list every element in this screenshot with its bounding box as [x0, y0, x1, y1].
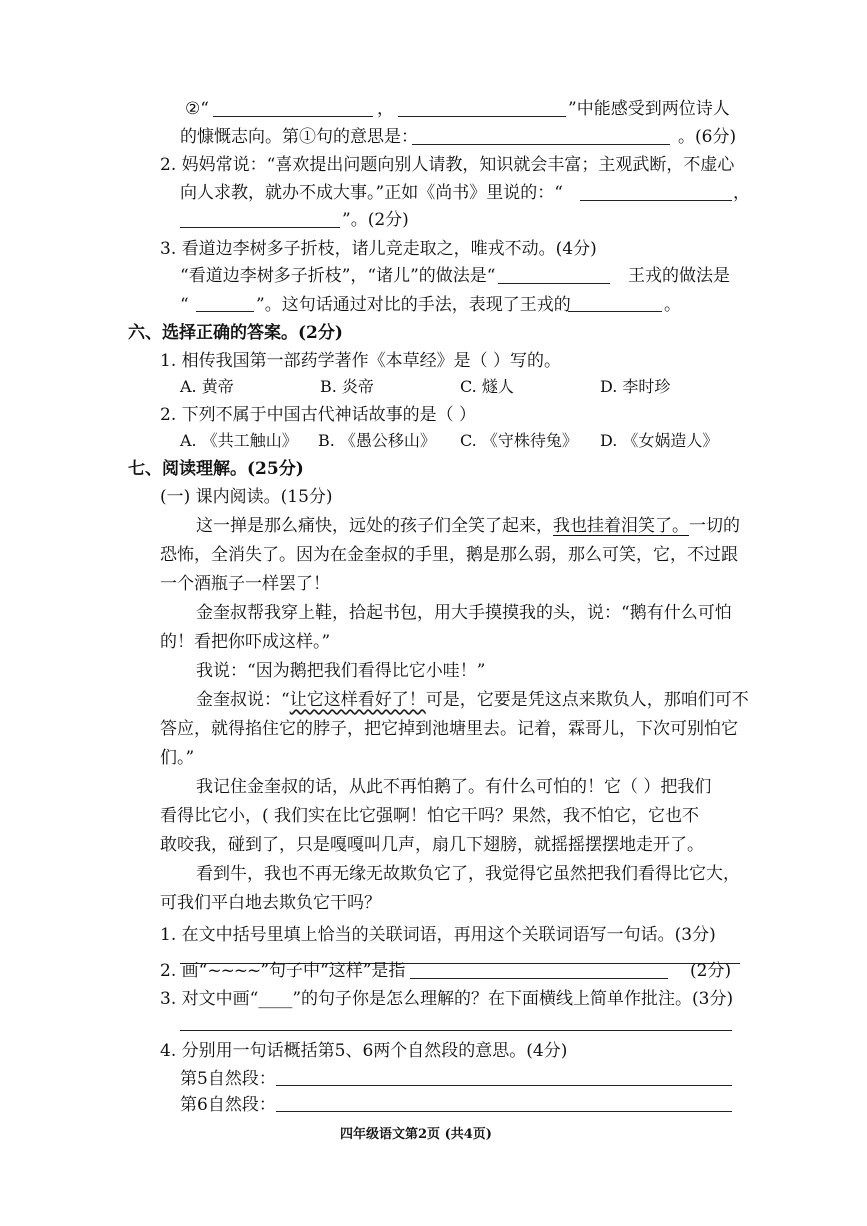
section-7-title: 七、阅读理解。(25分) — [128, 459, 304, 479]
comma: ， — [377, 99, 394, 119]
option-a[interactable]: A. 《共工触山》 — [180, 431, 298, 450]
score: 。(6分) — [678, 127, 737, 147]
option-d[interactable]: D. 李时珍 — [600, 377, 671, 396]
passage-p5-line2: 看得比它小，( 我们实在比它强啊！怕它干吗？果然，我不怕它，它也不 — [160, 806, 700, 826]
option-d[interactable]: D. 《女娲造人》 — [600, 431, 719, 450]
answer-blank[interactable] — [213, 116, 373, 117]
q5-3-line2-tail: 王戎的做法是 — [628, 266, 730, 286]
reading-q2 — [160, 960, 405, 982]
section-6-title: 六、选择正确的答案。(2分) — [128, 323, 343, 343]
wavy-underlined-sentence: 让它这样看好了！ — [289, 690, 426, 710]
passage-p5-line3: 敢咬我，碰到了，只是嘎嘎叫几声，扇几下翅膀，就摇摇摆摆地走开了。 — [160, 835, 704, 855]
option-c[interactable]: C. 燧人 — [460, 377, 514, 396]
option-b[interactable]: B. 《愚公移山》 — [318, 431, 436, 450]
q5-3-line3: “ — [180, 295, 189, 315]
answer-blank[interactable] — [580, 200, 732, 201]
score: (2分) — [690, 961, 732, 981]
option-c[interactable]: C. 《守株待兔》 — [460, 431, 578, 450]
q5-1-tail: ”中能感受到两位诗人 — [568, 99, 730, 119]
passage-p4-line2: 答应，就得掐住它的脖子，把它掉到池塘里去。记着，霖哥儿，下次可别怕它 — [160, 719, 738, 739]
passage-p6-line1: 看到牛，我也不再无缘无故欺负它了，我觉得它虽然把我们看得比它大， — [196, 864, 740, 884]
wavy-mark: ~~~~ — [207, 961, 261, 981]
passage-p5-line1: 我记住金奎叔的话，从此不再怕鹅了。有什么可怕的！它（ ）把我们 — [196, 777, 712, 797]
text: 可是，它要是凭这点来欺负人，那咱们可不 — [425, 690, 749, 710]
answer-line[interactable] — [276, 1085, 732, 1086]
q5-3-line1: 3. 看道边李树多子折枝，诸儿竞走取之，唯戎不动。(4分) — [160, 239, 597, 259]
answer-line[interactable] — [276, 1111, 732, 1112]
text: ②“ — [185, 99, 209, 119]
q4-paragraph-6-label: 第6自然段： — [180, 1095, 276, 1115]
underlined-sentence: 我也挂着泪笑了。 — [553, 516, 689, 536]
passage-p4-line1 — [196, 689, 749, 711]
text: 一切的 — [689, 516, 740, 536]
answer-blank[interactable] — [568, 311, 662, 312]
q5-2-line3: ”。(2分) — [342, 210, 409, 230]
period: 。 — [664, 295, 681, 315]
q5-1-line1 — [185, 98, 209, 120]
reading-q1: 1. 在文中括号里填上恰当的关联词语，再用这个关联词语写一句话。(3分) — [160, 925, 716, 945]
passage-p3: 我说：“因为鹅把我们看得比它小哇！” — [196, 661, 486, 681]
comma: ， — [733, 183, 750, 203]
passage-p1-line1 — [196, 515, 740, 537]
q5-3-line2: “看道边李树多子折枝”，“诸儿”的做法是“ — [180, 266, 496, 286]
q5-2-line1: 2. 妈妈常说：“喜欢提出问题向别人请教，知识就会丰富；主观武断，不虚心 — [160, 155, 735, 175]
text: 金奎叔说：“ — [196, 690, 290, 710]
passage-p2-line2: 的！看把你吓成这样。” — [160, 632, 331, 652]
section-6-q2: 2. 下列不属于中国古代神话故事的是（ ） — [160, 405, 477, 425]
page-footer: 四年级语文第2页 (共4页) — [340, 1127, 492, 1142]
answer-blank[interactable] — [410, 978, 668, 979]
reading-q4: 4. 分别用一句话概括第5、6两个自然段的意思。(4分) — [160, 1041, 568, 1061]
q4-paragraph-5-label: 第5自然段： — [180, 1069, 276, 1089]
option-b[interactable]: B. 炎帝 — [320, 377, 374, 396]
subsection-title: (一) 课内阅读。(15分) — [160, 487, 333, 507]
passage-p2-line1: 金奎叔帮我穿上鞋，拾起书包，用大手摸摸我的头，说：“鹅有什么可怕 — [196, 603, 732, 623]
answer-line[interactable] — [180, 1030, 732, 1031]
text: ”句子中“这样”是指 — [260, 961, 406, 981]
answer-blank[interactable] — [498, 283, 610, 284]
answer-blank[interactable] — [180, 227, 340, 228]
q5-3-line3-mid: ”。这句话通过对比的手法，表现了王戎的 — [256, 295, 571, 315]
text: 这一掸是那么痛快，远处的孩子们全笑了起来， — [196, 516, 553, 536]
passage-p6-line2: 可我们平白地去欺负它干吗？ — [160, 893, 381, 913]
text: 2. 画“ — [160, 961, 208, 981]
reading-q3: 3. 对文中画“____”的句子你是怎么理解的？在下面横线上简单作批注。(3分) — [160, 989, 734, 1009]
q5-1-line2: 的慷慨志向。第①句的意思是： — [180, 127, 418, 147]
passage-p1-line3: 一个酒瓶子一样罢了！ — [160, 574, 330, 594]
answer-blank[interactable] — [398, 116, 566, 117]
answer-blank[interactable] — [196, 311, 254, 312]
q5-2-line2: 向人求教，就办不成大事。”正如《尚书》里说的：“ — [180, 183, 563, 203]
passage-p1-line2: 恐怖，全消失了。因为在金奎叔的手里，鹅是那么弱，那么可笑，它，不过跟 — [160, 545, 738, 565]
passage-p4-line3: 们。” — [160, 748, 195, 768]
section-6-q1: 1. 相传我国第一部药学著作《本草经》是（ ）写的。 — [160, 351, 562, 371]
answer-blank[interactable] — [412, 144, 670, 145]
option-a[interactable]: A. 黄帝 — [180, 377, 234, 396]
